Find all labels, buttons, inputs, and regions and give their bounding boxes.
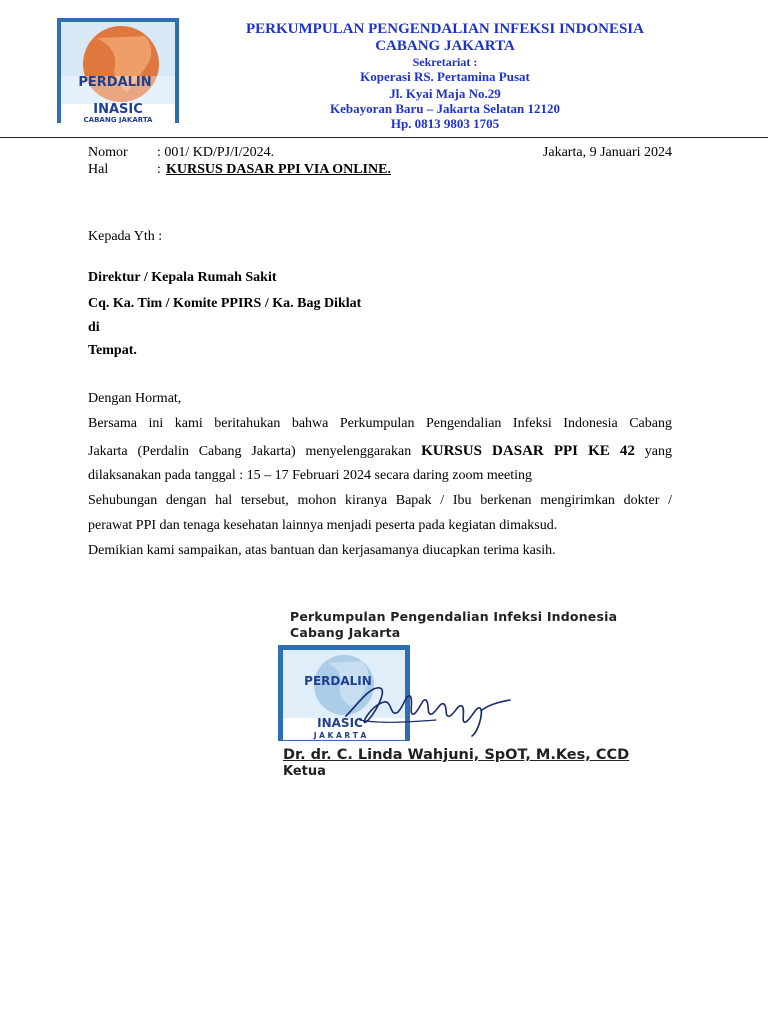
- letterhead-divider: [0, 137, 768, 138]
- hal-colon: :: [157, 162, 161, 177]
- stamp-top-text: PERDALIN: [304, 674, 372, 688]
- letter-date: Jakarta, 9 Januari 2024: [542, 145, 672, 160]
- hal-label: Hal: [88, 162, 109, 177]
- salutation: Kepada Yth :: [88, 229, 163, 244]
- nomor-value: : 001/ KD/PJ/I/2024.: [157, 145, 275, 160]
- logo-top-text: PERDALIN: [78, 75, 152, 90]
- letterhead-address-line: Koperasi RS. Pertamina Pusat: [360, 69, 530, 84]
- body-text: yang: [634, 444, 673, 459]
- greeting: Dengan Hormat,: [88, 391, 182, 406]
- body-paragraph-line: Bersama ini kami beritahukan bahwa Perkumpulan Pengendalian Infeksi Indonesia Cabang: [88, 416, 672, 431]
- closing-paragraph: Demikian kami sampaikan, atas bantuan dan kerjasamanya diucapkan terima kasih.: [88, 543, 556, 558]
- body-paragraph-line: Sehubungan dengan hal tersebut, mohon kiranya Bapak / Ibu berkenan mengirimkan dokter /: [88, 493, 672, 508]
- signature-org-name: Perkumpulan Pengendalian Infeksi Indonesia: [290, 609, 618, 624]
- letterhead-secretariat-label: Sekretariat :: [412, 55, 478, 69]
- recipient-line: Tempat.: [88, 343, 137, 358]
- logo-bottom-text: INASIC: [93, 102, 143, 117]
- letterhead-city: CABANG JAKARTA: [375, 38, 515, 54]
- signatory-name: Dr. dr. C. Linda Wahjuni, SpOT, M.Kes, CCD: [283, 747, 630, 763]
- body-paragraph-line: [88, 443, 672, 460]
- handwritten-signature: [340, 676, 530, 738]
- body-paragraph-line: dilaksanakan pada tanggal : 15 – 17 Februari 2024 secara daring zoom meeting: [88, 468, 532, 483]
- logo-sub-text: CABANG JAKARTA: [83, 116, 153, 123]
- subject-line: KURSUS DASAR PPI VIA ONLINE.: [166, 162, 391, 177]
- letterhead-org-name: PERKUMPULAN PENGENDALIAN INFEKSI INDONESIA: [246, 21, 644, 37]
- perdalin-logo: [57, 18, 179, 123]
- body-paragraph-line: perawat PPI dan tenaga kesehatan lainnya menjadi peserta pada kegiatan dimaksud.: [88, 518, 558, 533]
- letterhead-address-line: Kebayoran Baru – Jakarta Selatan 12120: [329, 101, 561, 116]
- recipient-line: Cq. Ka. Tim / Komite PPIRS / Ka. Bag Diklat: [88, 296, 362, 311]
- letterhead-phone: Hp. 0813 9803 1705: [390, 116, 500, 131]
- recipient-line: di: [88, 320, 100, 335]
- stamp-bottom-text: INASIC: [317, 716, 363, 730]
- recipient-line: Direktur / Kepala Rumah Sakit: [88, 270, 277, 285]
- stamp-sub-text: J A K A R T A: [313, 731, 367, 740]
- letterhead-address-line: Jl. Kyai Maja No.29: [389, 86, 501, 101]
- course-name: KURSUS DASAR PPI KE 42: [421, 443, 635, 459]
- nomor-label: Nomor: [88, 145, 128, 160]
- body-text: Jakarta (Perdalin Cabang Jakarta) menyelenggarakan: [88, 444, 422, 459]
- signature-org-city: Cabang Jakarta: [290, 625, 401, 640]
- signatory-role: Ketua: [283, 764, 326, 779]
